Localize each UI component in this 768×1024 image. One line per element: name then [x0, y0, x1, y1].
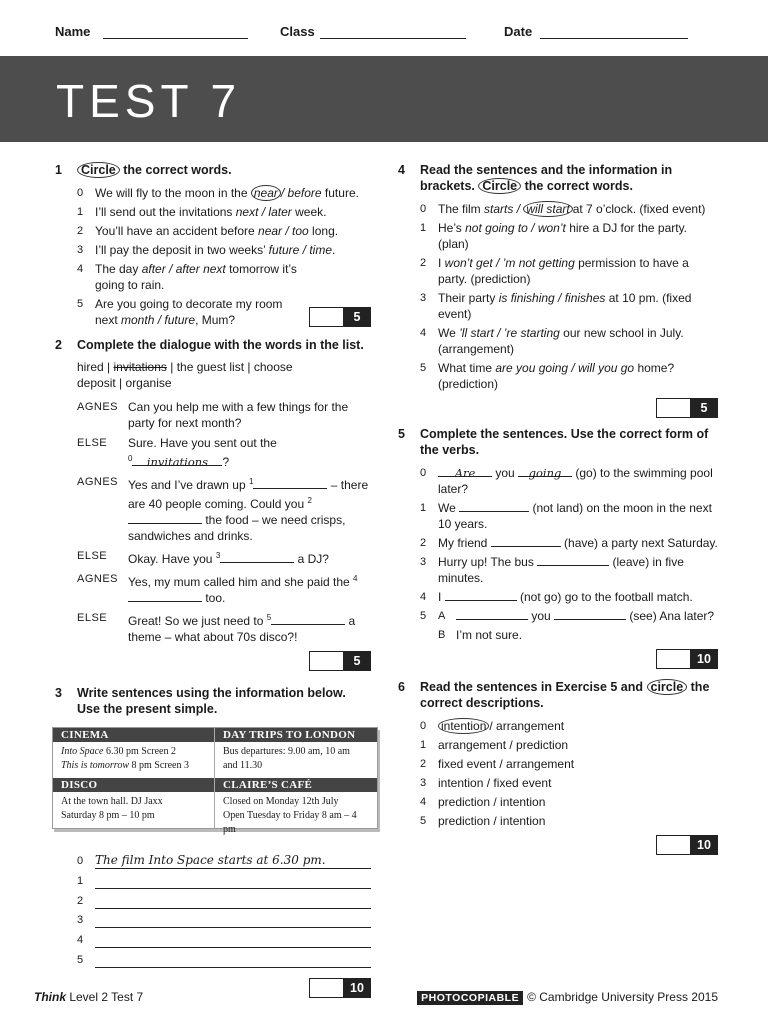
exercise-item[interactable]: 2 I won’t get / ’m not getting permission to have a party. (prediction) — [420, 256, 689, 286]
circled-instruction-word: Circle — [77, 162, 120, 178]
exercise-6-heading: 6 Read the sentences in Exercise 5 and circle the correct descriptions. — [398, 680, 710, 710]
exercise-item[interactable]: 5 Are you going to decorate my room next month / future, Mum? — [77, 297, 283, 327]
name-field[interactable] — [103, 38, 248, 39]
exercise-item[interactable]: 1 He’s not going to / won’t hire a DJ for the party. (plan) — [420, 221, 688, 251]
answer-blank[interactable] — [128, 512, 202, 524]
example-answer: The film Into Space starts at 6.30 pm. — [95, 853, 326, 867]
exercise-3-heading: 3 Write sentences using the information below. Use the present simple. — [55, 686, 346, 716]
exercise-item: 4 I (not go) go to the football match. — [420, 590, 693, 604]
score-box[interactable]: 5 — [55, 307, 371, 329]
class-field[interactable] — [320, 38, 466, 39]
exercise-item: 0 We will fly to the moon in the near / before future. — [77, 186, 359, 200]
answer-blank[interactable] — [459, 500, 529, 512]
answer-blank[interactable] — [220, 551, 294, 563]
example-answer: Are — [438, 465, 492, 477]
writing-line[interactable]: 5 — [77, 952, 371, 972]
exercise-item: 0 Are you going (go) to the swimming pool later? — [420, 466, 713, 496]
day-trips-panel: DAY TRIPS TO LONDON Bus departures: 9.00 am, 10 am and 11.30 — [215, 728, 377, 778]
class-label: Class — [280, 24, 315, 39]
dialogue-line: ELSE Great! So we just need to $^5$ a theme – what about 70s disco?! — [77, 612, 356, 644]
information-board — [52, 727, 378, 835]
exercise-item[interactable]: 4 We ’ll start / ’re starting our new school in July. (arrangement) — [420, 326, 684, 356]
writing-line[interactable]: 4 — [77, 932, 371, 952]
footer-copyright: PHOTOCOPIABLE © Cambridge University Press 2015 — [417, 990, 718, 1004]
struck-example-word: invitations — [113, 360, 167, 374]
score-box[interactable]: 10 — [398, 649, 718, 671]
exercise-item[interactable]: 4 The day after / after next tomorrow it’s going to rain. — [77, 262, 297, 292]
date-field[interactable] — [540, 38, 688, 39]
exercise-item: 2 My friend (have) a party next Saturday. — [420, 536, 718, 550]
writing-lines — [55, 853, 371, 972]
word-list: hired | invitations | the guest list | choose deposit | organise — [77, 360, 293, 390]
exercise-5 — [398, 426, 718, 671]
exercise-item: 0 The film starts / will start at 7 o’clock. (fixed event) — [420, 202, 706, 216]
exercise-3 — [55, 685, 371, 1000]
circled-answer: intention — [438, 718, 489, 734]
right-column — [398, 162, 718, 857]
exercise-6 — [398, 679, 718, 857]
answer-blank[interactable] — [554, 608, 626, 620]
name-label: Name — [55, 24, 91, 39]
exercise-item: 1 We (not land) on the moon in the next 10 years. — [420, 501, 712, 531]
exercise-item[interactable]: 3 intention / fixed event — [420, 776, 552, 790]
disco-panel: DISCO At the town hall. DJ Jaxx Saturday 8 pm – 10 pm — [53, 778, 215, 828]
left-column — [55, 162, 371, 1000]
exercise-number: 1 — [55, 163, 62, 177]
writing-line[interactable]: 2 — [77, 893, 371, 913]
answer-blank[interactable] — [491, 535, 561, 547]
circled-answer: will start — [523, 201, 572, 217]
exercise-item[interactable]: 3 Their party is finishing / finishes at 10 pm. (fixed event) — [420, 291, 692, 321]
exercise-4 — [398, 162, 718, 420]
cafe-panel: CLAIRE’S CAFÉ Closed on Monday 12th July Open Tuesday to Friday 8 am – 4 pm — [215, 778, 377, 828]
exercise-item: 5 A you (see) Ana later? — [420, 609, 715, 623]
circled-answer: near — [251, 185, 281, 201]
photocopiable-badge: PHOTOCOPIABLE — [417, 991, 523, 1005]
answer-blank[interactable] — [128, 590, 202, 602]
title-banner — [0, 56, 768, 142]
exercise-item[interactable]: 5 prediction / intention — [420, 814, 546, 828]
answer-blank[interactable] — [271, 613, 345, 625]
answer-blank[interactable] — [253, 477, 327, 489]
score-box[interactable]: 5 — [55, 651, 371, 673]
score-box[interactable]: 10 — [55, 978, 371, 1000]
exercise-2-heading: 2 Complete the dialogue with the words in the list. — [55, 338, 364, 352]
answer-blank[interactable] — [445, 589, 517, 601]
dialogue-line: AGNES Yes and I’ve drawn up $^1$ – there are 40 people coming. Could you $^2$ the food – we need crisps, sandwiches and drinks. — [77, 476, 369, 543]
exercise-item[interactable]: 4 prediction / intention — [420, 795, 546, 809]
student-header — [55, 24, 715, 44]
exercise-4-heading: 4 Read the sentences and the information in brackets. Circle the correct words. — [398, 163, 673, 193]
example-answer: going — [518, 465, 572, 477]
writing-line[interactable]: 1 — [77, 873, 371, 893]
exercise-item: 0 intention / arrangement — [420, 719, 565, 733]
exercise-item: B I’m not sure. — [438, 628, 523, 642]
dialogue — [55, 399, 371, 645]
exercise-item[interactable]: 5 What time are you going / will you go home? (prediction) — [420, 361, 675, 391]
page-title: TEST 7 — [56, 75, 242, 127]
exercise-item[interactable]: 1 arrangement / prediction — [420, 738, 569, 752]
exercise-1 — [55, 162, 371, 329]
cinema-panel: CINEMA Into Space 6.30 pm Screen 2 This is tomorrow 8 pm Screen 3 — [53, 728, 215, 778]
score-box[interactable]: 10 — [398, 835, 718, 857]
exercise-item[interactable]: 2 fixed event / arrangement — [420, 757, 575, 771]
dialogue-line: AGNES Yes, my mum called him and she paid the $^4$ too. — [77, 573, 358, 605]
date-label: Date — [504, 24, 533, 39]
score-box[interactable]: 5 — [398, 398, 718, 420]
dialogue-line: AGNES Can you help me with a few things for the party for next month? — [77, 400, 349, 430]
writing-line[interactable]: 3 — [77, 912, 371, 932]
exercise-item: 3 Hurry up! The bus (leave) in five minutes. — [420, 555, 684, 585]
exercise-5-heading: 5 Complete the sentences. Use the correct form of the verbs. — [398, 427, 709, 457]
exercise-item[interactable]: 3 I’ll pay the deposit in two weeks’ future / time. — [77, 243, 336, 257]
footer — [34, 990, 718, 1006]
exercise-2 — [55, 337, 371, 673]
dialogue-line: ELSE Sure. Have you sent out the $^0$ invitations ? — [77, 436, 277, 469]
instruction-text: the correct words. — [119, 163, 232, 177]
answer-blank[interactable]: invitations — [132, 454, 222, 466]
writing-line: 0 The film Into Space starts at 6.30 pm. — [77, 853, 371, 873]
exercise-item[interactable]: 2 You’ll have an accident before near / too long. — [77, 224, 339, 238]
exercise-item[interactable]: 1 I’ll send out the invitations next / later week. — [77, 205, 327, 219]
answer-blank[interactable] — [456, 608, 528, 620]
dialogue-line: ELSE Okay. Have you $^3$ a DJ? — [77, 550, 329, 566]
answer-blank[interactable] — [537, 554, 609, 566]
exercise-1-heading — [55, 162, 371, 178]
footer-book-info: Think Level 2 Test 7 — [34, 990, 144, 1004]
